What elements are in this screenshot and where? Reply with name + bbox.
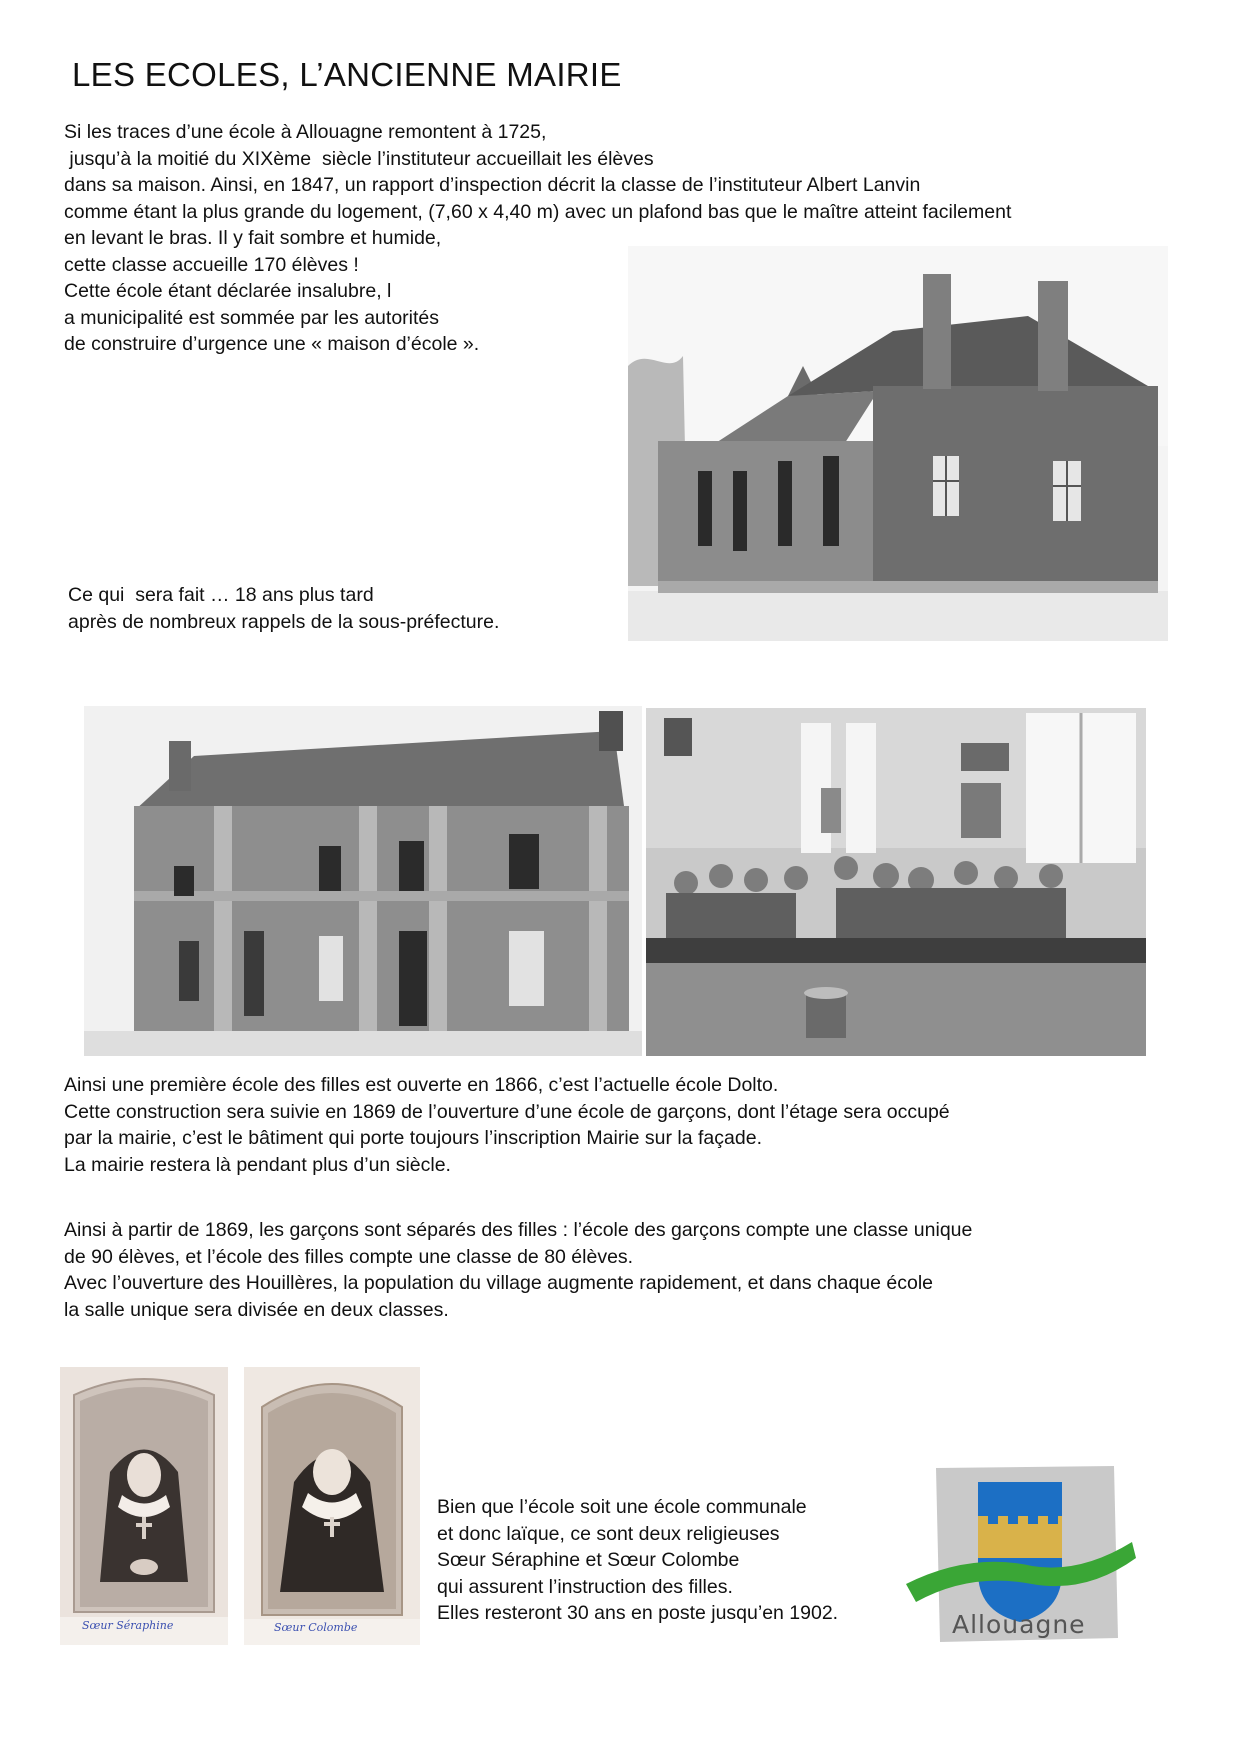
text-line: Ainsi à partir de 1869, les garçons sont séparés des filles : l’école des garçons compte une classe unique (64, 1219, 973, 1241)
text-line: qui assurent l’instruction des filles. (437, 1575, 733, 1598)
text-line: de 90 élèves, et l’école des filles compte une classe de 80 élèves. (64, 1245, 634, 1268)
old-school-photo (628, 246, 1168, 641)
text-line: Bien que l’école soit une école communale (437, 1496, 807, 1518)
classroom-photo (646, 708, 1146, 1056)
mairie-building-photo (84, 706, 642, 1056)
text-line: La mairie restera là pendant plus d’un siècle. (64, 1153, 451, 1176)
text-line: par la mairie, c’est le bâtiment qui porte toujours l’inscription Mairie sur la façade. (64, 1127, 762, 1149)
paragraph-religieuses (437, 1494, 838, 1627)
paragraph-1866 (64, 1072, 950, 1178)
text-line: après de nombreux rappels de la sous-préfecture. (68, 610, 500, 633)
text-line: et donc laïque, ce sont deux religieuses (437, 1522, 780, 1545)
text-line: Cette école étant déclarée insalubre, l (64, 280, 392, 302)
portrait-seraphine (60, 1367, 228, 1645)
text-line: Avec l’ouverture des Houillères, la population du village augmente rapidement, et dans chaque école (64, 1272, 934, 1294)
paragraph-1869 (64, 1217, 972, 1323)
caption-construction (68, 582, 499, 635)
text-line: a municipalité est sommée par les autorités (64, 306, 440, 329)
text-line: Si les traces d’une école à Allouagne remontent à 1725, (64, 121, 547, 143)
text-line: Ce qui sera fait … 18 ans plus tard (68, 584, 374, 606)
page-title: LES ECOLES, L’ANCIENNE MAIRIE (72, 56, 622, 93)
text-line: la salle unique sera divisée en deux classes. (64, 1298, 449, 1321)
text-line: Cette construction sera suivie en 1869 de l’ouverture d’une école de garçons, dont l’étage sera occupé (64, 1100, 950, 1123)
text-line: dans sa maison. Ainsi, en 1847, un rapport d’inspection décrit la classe de l’instituteur Albert Lanvin (64, 174, 921, 196)
text-line: cette classe accueille 170 élèves ! (64, 253, 359, 276)
text-line: comme étant la plus grande du logement, (7,60 x 4,40 m) avec un plafond bas que le maître atteint facilement (64, 200, 1012, 223)
allouagne-logo (900, 1462, 1140, 1652)
portrait-caption: Sœur Séraphine (82, 1619, 174, 1632)
portrait-colombe (244, 1367, 420, 1645)
logo-text: Allouagne (952, 1610, 1086, 1639)
portrait-caption: Sœur Colombe (274, 1621, 358, 1634)
text-line: Elles resteront 30 ans en poste jusqu’en 1902. (437, 1602, 839, 1624)
text-line: jusqu’à la moitié du XIXème siècle l’instituteur accueillait les élèves (64, 147, 654, 170)
text-line: en levant le bras. Il y fait sombre et humide, (64, 227, 442, 249)
text-line: Ainsi une première école des filles est ouverte en 1866, c’est l’actuelle école Dolto. (64, 1074, 779, 1096)
text-line: de construire d’urgence une « maison d’école ». (64, 333, 480, 355)
text-line: Sœur Séraphine et Sœur Colombe (437, 1549, 740, 1571)
